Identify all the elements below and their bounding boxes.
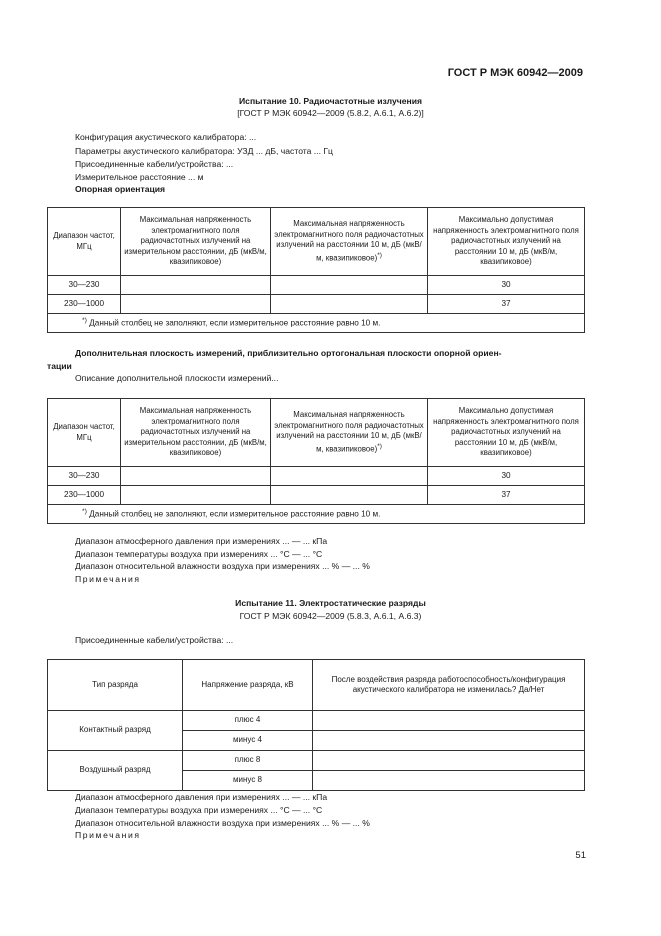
empty-cell[interactable] bbox=[271, 486, 428, 505]
reference-orientation-heading: Опорная ориентация bbox=[75, 184, 166, 194]
test11-reference: ГОСТ Р МЭК 60942—2009 (5.8.3, А.6.1, А.6.3) bbox=[239, 611, 422, 621]
voltage-cell: минус 4 bbox=[183, 731, 313, 751]
freq-range-cell: 230—1000 bbox=[48, 295, 121, 314]
limit-cell: 30 bbox=[428, 467, 585, 486]
result-cell[interactable] bbox=[313, 751, 585, 771]
footnote-mark: *) bbox=[377, 442, 382, 450]
test11-cables-line: Присоединенные кабели/устройства: ... bbox=[75, 635, 234, 645]
pressure-range-line: Диапазон атмосферного давления при измерениях ... — ... кПа bbox=[75, 536, 328, 546]
freq-range-cell: 30—230 bbox=[48, 276, 121, 295]
document-code: ГОСТ Р МЭК 60942—2009 bbox=[447, 67, 583, 79]
header-max-field-10m bbox=[271, 208, 428, 276]
humidity-range-line: Диапазон относительной влажности воздуха при измерениях ... % — ... % bbox=[75, 818, 370, 828]
voltage-cell: плюс 8 bbox=[183, 751, 313, 771]
page-number: 51 bbox=[575, 850, 586, 861]
discharge-type-cell: Контактный разряд bbox=[48, 711, 183, 751]
freq-range-cell: 230—1000 bbox=[48, 486, 121, 505]
footnote-mark: *) bbox=[377, 251, 382, 259]
distance-line: Измерительное расстояние ... м bbox=[75, 172, 204, 182]
test10-reference: [ГОСТ Р МЭК 60942—2009 (5.8.2, А.6.1, А.6.2)] bbox=[237, 108, 424, 118]
header-max-field-measured: Максимальная напряженность электромагнитного поля радиочастотных излучений на измерительном расстоянии, дБ (мкВ/м, квазипиковое) bbox=[121, 399, 271, 467]
result-cell[interactable] bbox=[313, 731, 585, 751]
additional-plane-desc: Описание дополнительной плоскости измерений... bbox=[75, 373, 279, 383]
empty-cell[interactable] bbox=[271, 295, 428, 314]
notes-label: Примечания bbox=[75, 574, 141, 584]
additional-plane-title-cont: тации bbox=[47, 361, 72, 371]
config-line: Конфигурация акустического калибратора: ... bbox=[75, 132, 257, 142]
table-footnote bbox=[48, 314, 585, 333]
calibrator-params-line: Параметры акустического калибратора: УЗД ... дБ, частота ... Гц bbox=[75, 146, 333, 156]
header-max-allowed: Максимально допустимая напряженность электромагнитного поля радиочастотных излучений на расстоянии 10 м, дБ (мкВ/м, квазипиковое) bbox=[428, 208, 585, 276]
result-cell[interactable] bbox=[313, 771, 585, 791]
footnote-mark: *) bbox=[82, 317, 87, 325]
header-functionality: После воздействия разряда работоспособность/конфигурация акустического калибратора не изменилась? Да/Нет bbox=[313, 660, 585, 711]
freq-range-cell: 30—230 bbox=[48, 467, 121, 486]
header-frequency: Диапазон частот, МГц bbox=[48, 399, 121, 467]
empty-cell[interactable] bbox=[271, 276, 428, 295]
test11-title: Испытание 11. Электростатические разряды bbox=[235, 598, 426, 608]
limit-cell: 37 bbox=[428, 295, 585, 314]
humidity-range-line: Диапазон относительной влажности воздуха при измерениях ... % — ... % bbox=[75, 561, 370, 571]
table-footnote bbox=[48, 505, 585, 524]
esd-table bbox=[47, 659, 585, 791]
header-max-field-10m-text: Максимальная напряженность электромагнитного поля радиочастотных излучений на расстоянии 10 м, дБ (мкВ/м, квазипиковое) bbox=[274, 219, 424, 263]
header-frequency: Диапазон частот, МГц bbox=[48, 208, 121, 276]
pressure-range-line: Диапазон атмосферного давления при измерениях ... — ... кПа bbox=[75, 792, 328, 802]
empty-cell[interactable] bbox=[121, 467, 271, 486]
discharge-type-cell: Воздушный разряд bbox=[48, 751, 183, 791]
empty-cell[interactable] bbox=[121, 486, 271, 505]
footnote-text: Данный столбец не заполняют, если измерительное расстояние равно 10 м. bbox=[89, 319, 381, 329]
temperature-range-line: Диапазон температуры воздуха при измерениях ... °С — ... °С bbox=[75, 805, 323, 815]
rf-table-additional bbox=[47, 398, 585, 524]
footnote-text: Данный столбец не заполняют, если измерительное расстояние равно 10 м. bbox=[89, 510, 381, 520]
header-max-field-10m bbox=[271, 399, 428, 467]
footnote-mark: *) bbox=[82, 508, 87, 516]
test10-title: Испытание 10. Радиочастотные излучения bbox=[238, 96, 423, 106]
header-max-field-10m-text: Максимальная напряженность электромагнитного поля радиочастотных излучений на расстоянии 10 м, дБ (мкВ/м, квазипиковое) bbox=[274, 410, 424, 454]
empty-cell[interactable] bbox=[121, 295, 271, 314]
additional-plane-title: Дополнительная плоскость измерений, приблизительно ортогональная плоскости опорной ориен- bbox=[75, 348, 502, 358]
result-cell[interactable] bbox=[313, 711, 585, 731]
header-discharge-type: Тип разряда bbox=[48, 660, 183, 711]
voltage-cell: плюс 4 bbox=[183, 711, 313, 731]
voltage-cell: минус 8 bbox=[183, 771, 313, 791]
empty-cell[interactable] bbox=[271, 467, 428, 486]
limit-cell: 37 bbox=[428, 486, 585, 505]
header-max-allowed: Максимально допустимая напряженность электромагнитного поля радиочастотных излучений на расстоянии 10 м, дБ (мкВ/м, квазипиковое) bbox=[428, 399, 585, 467]
rf-table-reference bbox=[47, 207, 585, 333]
header-discharge-voltage: Напряжение разряда, кВ bbox=[183, 660, 313, 711]
cables-line: Присоединенные кабели/устройства: ... bbox=[75, 159, 234, 169]
empty-cell[interactable] bbox=[121, 276, 271, 295]
limit-cell: 30 bbox=[428, 276, 585, 295]
notes-label: Примечания bbox=[75, 830, 141, 840]
temperature-range-line: Диапазон температуры воздуха при измерениях ... °С — ... °С bbox=[75, 549, 323, 559]
header-max-field-measured: Максимальная напряженность электромагнитного поля радиочастотных излучений на измерительном расстоянии, дБ (мкВ/м, квазипиковое) bbox=[121, 208, 271, 276]
